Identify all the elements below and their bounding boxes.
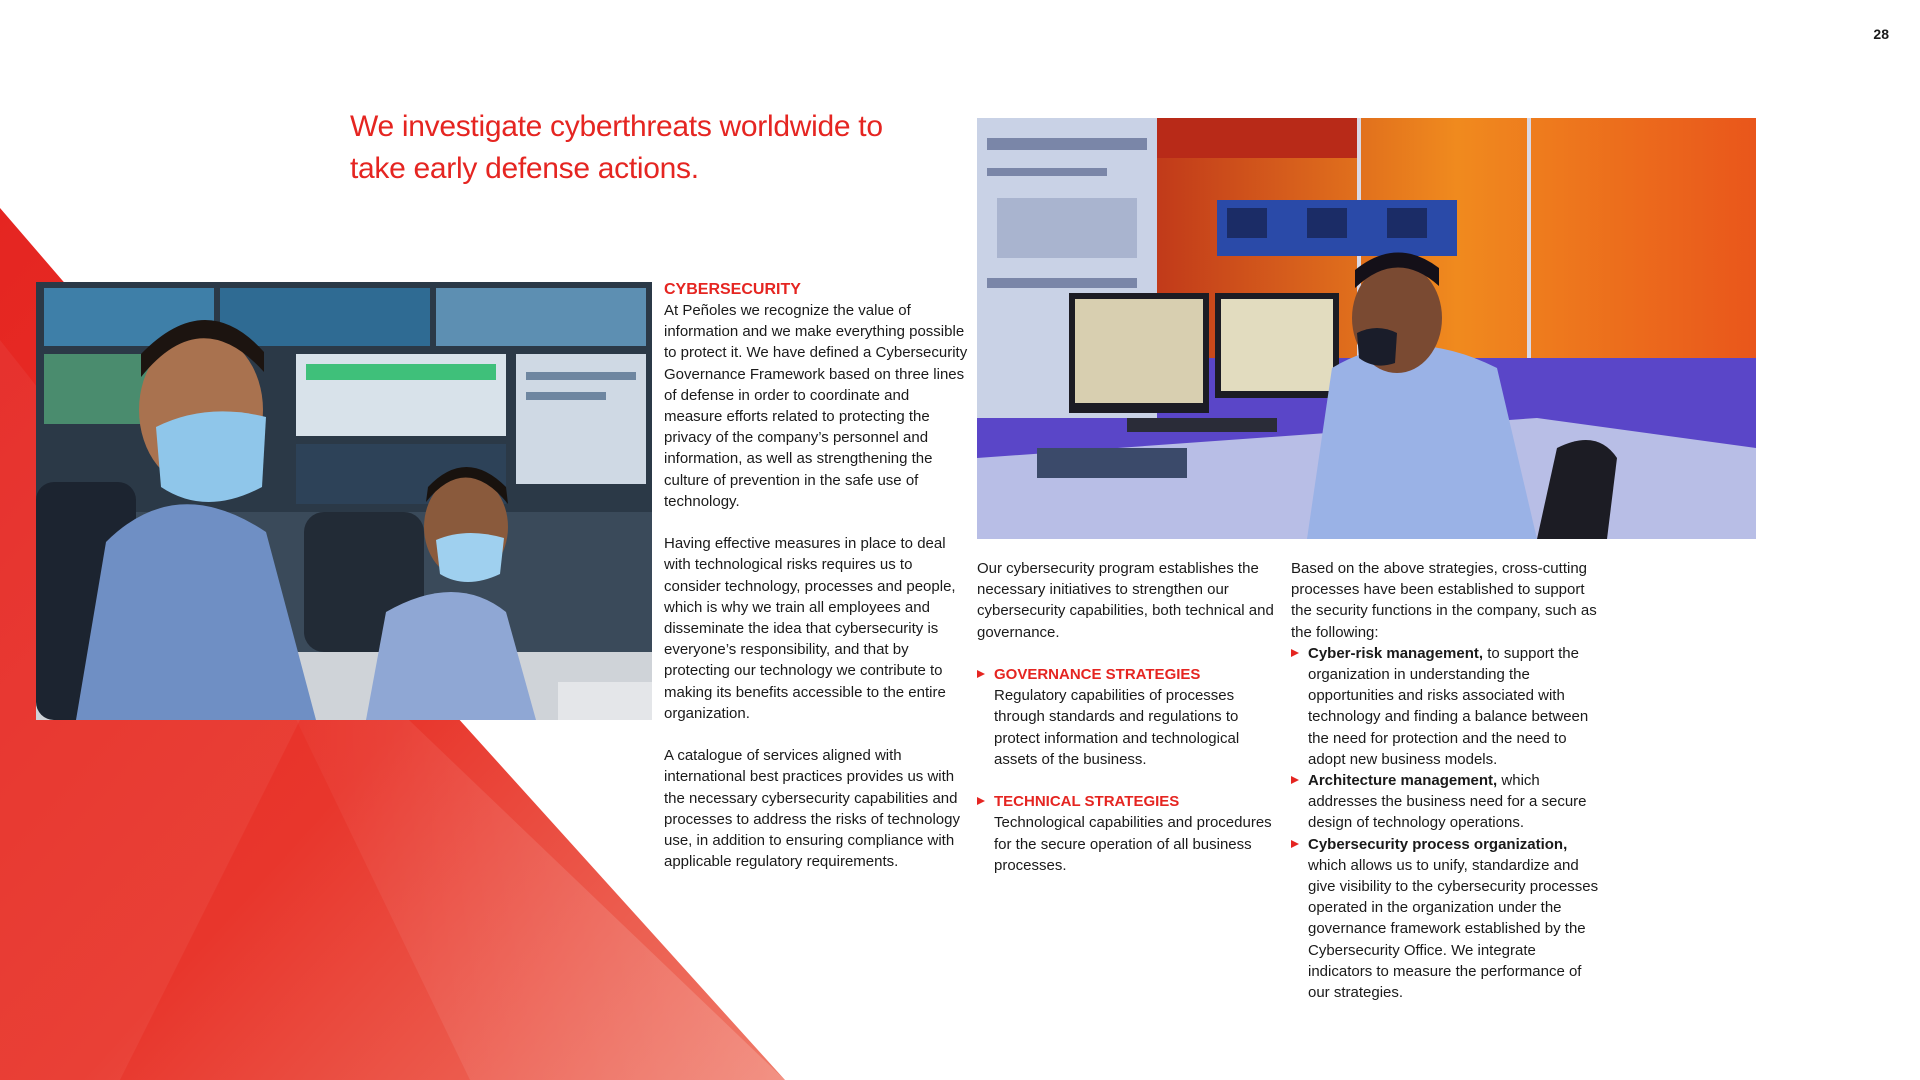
list-item-bold: Architecture management, [1308,772,1498,790]
page-headline: We investigate cyberthreats worldwide to take early defense actions. [350,110,883,185]
list-item-bold: Cybersecurity process organization, [1308,835,1568,853]
program-section [977,558,1279,897]
strategy-governance [977,664,1279,770]
control-room-photo-right [977,118,1756,539]
list-item [1291,770,1601,834]
strategy-text: Technological capabilities and procedures for the secure operation of all business processes. [994,814,1272,874]
list-item-bold: Cyber-risk management, [1308,644,1484,662]
list-item-text: to support the organization in understanding the opportunities and risks associated with technology and finding a balance between the need for protection and the need to adopt new business models. [1308,644,1589,768]
cybersecurity-paragraph-3: A catalogue of services aligned with international best practices provides us with the necessary cybersecurity capabilities and processes to address the risks of technology use, in addition to ensuring compliance with applicable regulatory requirements. [664,747,960,871]
list-item [1291,834,1601,1004]
cross-cutting-intro: Based on the above strategies, cross-cutting processes have been established to support the security functions in the company, such as the following: [1291,560,1597,641]
bullet-triangle-icon [977,797,985,805]
bullet-triangle-icon [1291,776,1299,784]
program-intro: Our cybersecurity program establishes the necessary initiatives to strengthen our cybersecurity capabilities, both technical and governance. [977,560,1274,641]
strategy-text: Regulatory capabilities of processes through standards and regulations to protect information and technological assets of the business. [994,687,1240,768]
bullet-triangle-icon [1291,840,1299,848]
cybersecurity-paragraph-1: At Peñoles we recognize the value of information and we make everything possible to protect it. We have defined a Cybersecurity Governance Framework based on three lines of defense in order to coordinate and measure efforts related to protecting the privacy of the company’s personnel and information, as well as strengthening the culture of prevention in the safe use of technology. [664,302,968,510]
page-number: 28 [1873,26,1889,42]
control-room-photo-left [36,282,652,720]
list-item-text: which allows us to unify, standardize and give visibility to the cybersecurity processes operated in the organization under the governance framework established by the Cybersecurity Office. We integrate indicators to measure the performance of our strategies. [1308,856,1599,1002]
bullet-triangle-icon [1291,649,1299,657]
bullet-triangle-icon [977,670,985,678]
strategy-technical [977,791,1279,876]
strategy-label: GOVERNANCE STRATEGIES [994,666,1201,683]
cybersecurity-paragraph-2: Having effective measures in place to deal with technological risks requires us to consider technology, processes and people, which is why we train all employees and disseminate the idea that cybersecurity is everyone’s responsibility, and that by protecting our technology we contribute to making its benefits accessible to the entire organization. [664,535,956,722]
cybersecurity-section [664,279,970,894]
list-item-text: which addresses the business need for a secure design of technology operations. [1308,772,1587,832]
list-item [1291,643,1601,770]
cross-cutting-section [1291,558,1601,1003]
cybersecurity-title: CYBERSECURITY [664,281,801,298]
strategy-label: TECHNICAL STRATEGIES [994,793,1180,811]
